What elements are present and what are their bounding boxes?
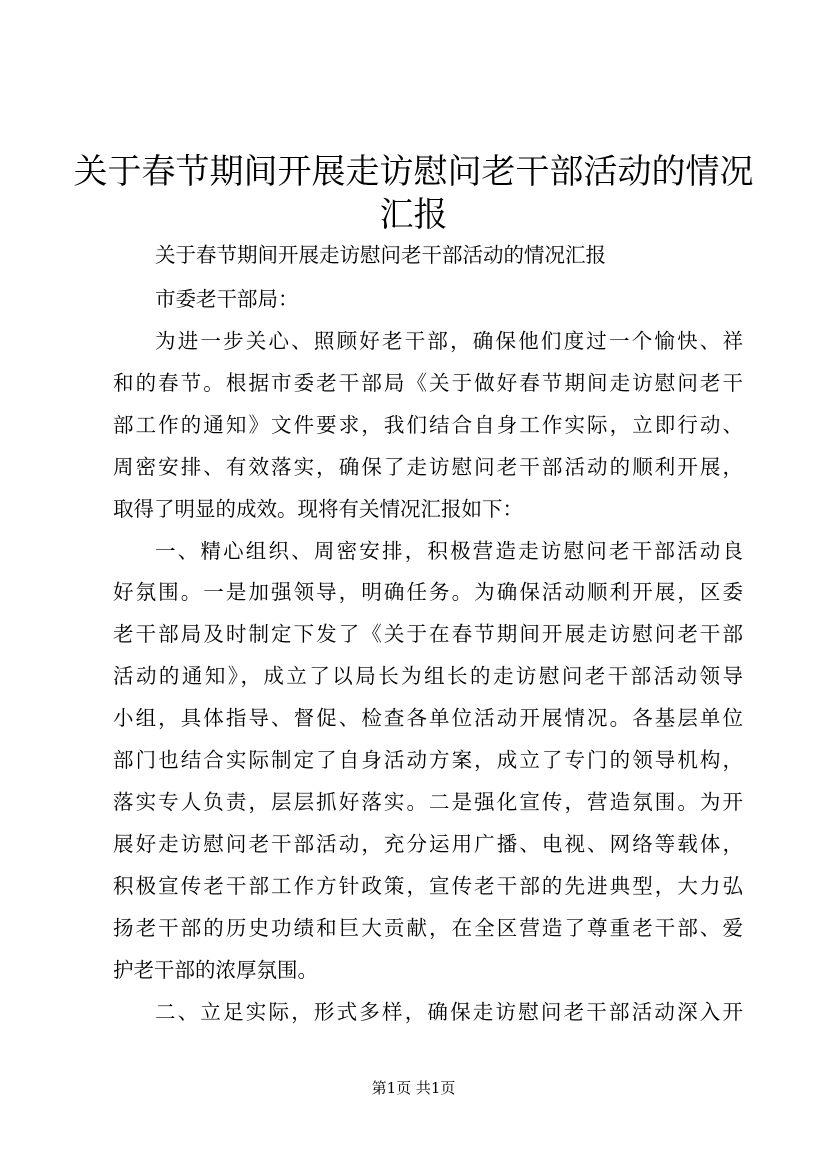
body-line: 老干部局及时制定下发了《关于在春节期间开展走访慰问老干部 bbox=[113, 622, 743, 646]
body-line: 周密安排、有效落实，确保了走访慰问老干部活动的顺利开展， bbox=[113, 455, 743, 479]
document-title-line-1: 关于春节期间开展走访慰问老干部活动的情况 bbox=[73, 152, 754, 192]
body-line: 部工作的通知》文件要求，我们结合自身工作实际，立即行动、 bbox=[113, 413, 743, 437]
body-line: 一、精心组织、周密安排，积极营造走访慰问老干部活动良 bbox=[155, 539, 743, 563]
body-line: 为进一步关心、照顾好老干部，确保他们度过一个愉快、祥 bbox=[155, 329, 743, 353]
body-line: 落实专人负责，层层抓好落实。二是强化宣传，营造氛围。为开 bbox=[113, 790, 743, 814]
body-line: 小组，具体指导、督促、检查各单位活动开展情况。各基层单位 bbox=[113, 706, 743, 730]
page-footer: 第1页 共1页 bbox=[371, 1079, 456, 1097]
body-line: 部门也结合实际制定了自身活动方案，成立了专门的领导机构， bbox=[113, 748, 743, 772]
body-line: 展好走访慰问老干部活动，充分运用广播、电视、网络等载体， bbox=[113, 832, 743, 856]
subtitle: 关于春节期间开展走访慰问老干部活动的情况汇报 bbox=[155, 243, 606, 267]
document-title-line-2: 汇报 bbox=[379, 195, 448, 235]
body-line: 扬老干部的历史功绩和巨大贡献，在全区营造了尊重老干部、爱 bbox=[113, 916, 743, 940]
body-line: 积极宣传老干部工作方针政策，宣传老干部的先进典型，大力弘 bbox=[113, 874, 743, 898]
body-line: 二、立足实际，形式多样，确保走访慰问老干部活动深入开 bbox=[155, 1000, 743, 1024]
salutation: 市委老干部局： bbox=[155, 287, 299, 311]
body-line: 和的春节。根据市委老干部局《关于做好春节期间走访慰问老干 bbox=[113, 371, 743, 395]
body-line: 取得了明显的成效。现将有关情况汇报如下： bbox=[113, 497, 523, 521]
body-line: 护老干部的浓厚氛围。 bbox=[113, 958, 318, 982]
body-line: 好氛围。一是加强领导，明确任务。为确保活动顺利开展，区委 bbox=[113, 580, 743, 604]
body-line: 活动的通知》，成立了以局长为组长的走访慰问老干部活动领导 bbox=[113, 664, 743, 688]
